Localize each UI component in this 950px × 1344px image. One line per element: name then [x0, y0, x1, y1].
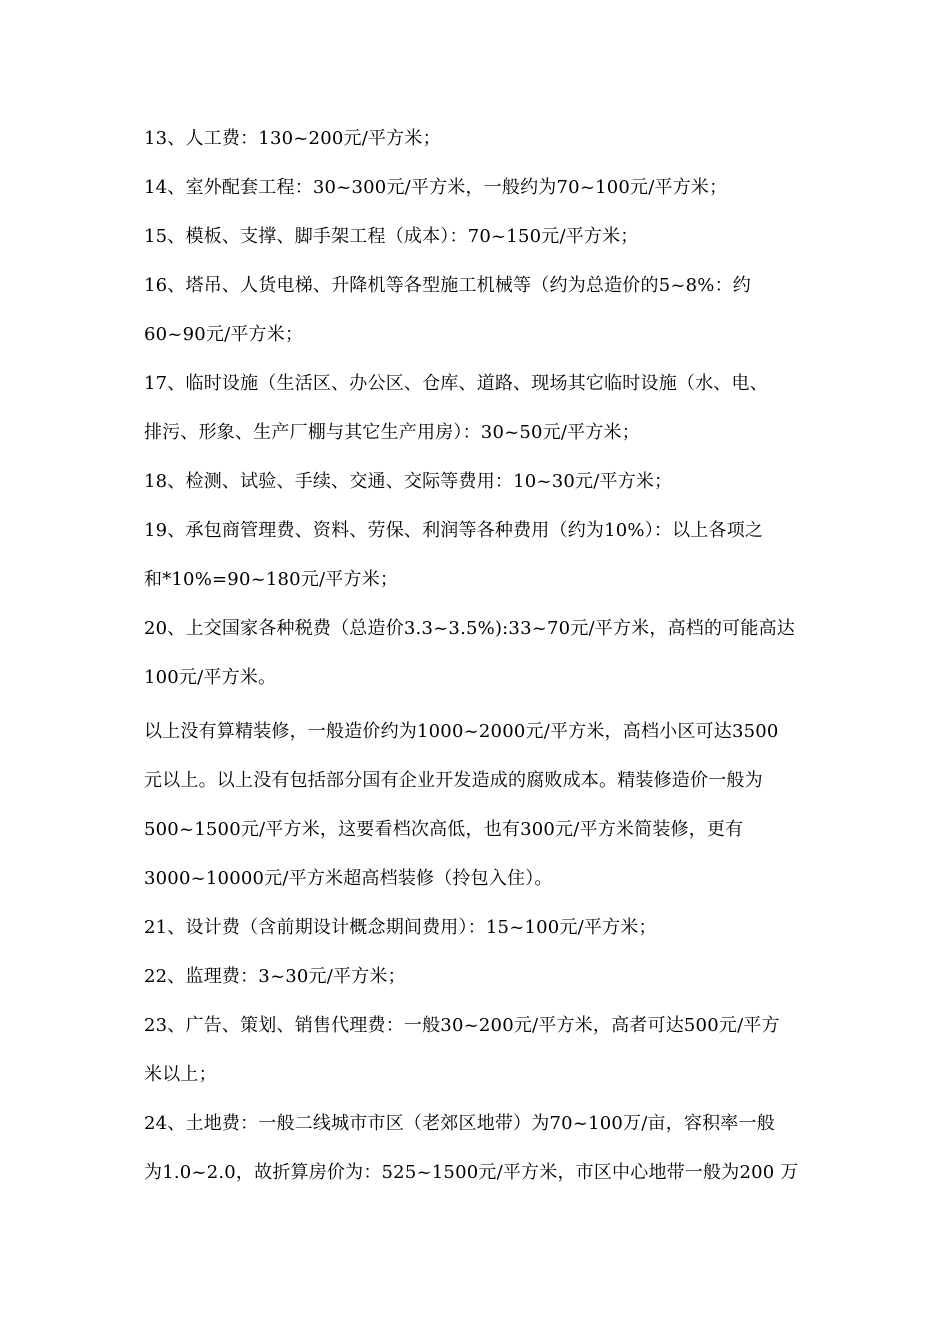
text-line: 米以上； — [144, 1064, 217, 1085]
text-line: 100元/平方米。 — [144, 667, 277, 688]
text-line: 19、承包商管理费、资料、劳保、利润等各种费用（约为10%）：以上各项之 — [144, 520, 764, 541]
text-line: 和*10%=90~180元/平方米； — [144, 569, 399, 590]
text-line: 3000~10000元/平方米超高档装修（拎包入住）。 — [144, 868, 553, 889]
text-line: 元以上。以上没有包括部分国有企业开发造成的腐败成本。精装修造价一般为 — [144, 770, 763, 791]
text-line: 17、临时设施（生活区、办公区、仓库、道路、现场其它临时设施（水、电、 — [144, 373, 768, 394]
text-line: 13、人工费：130~200元/平方米； — [144, 128, 441, 149]
text-line: 为1.0~2.0，故折算房价为：525~1500元/平方米，市区中心地带一般为200 万 — [144, 1162, 799, 1183]
text-line: 500~1500元/平方米，这要看档次高低，也有300元/平方米简装修，更有 — [144, 819, 744, 840]
text-line: 16、塔吊、人货电梯、升降机等各型施工机械等（约为总造价的5~8%：约 — [144, 275, 751, 296]
text-line: 20、上交国家各种税费（总造价3.3~3.5%):33~70元/平方米，高档的可能高达 — [144, 618, 795, 639]
text-line: 14、室外配套工程：30~300元/平方米，一般约为70~100元/平方米； — [144, 177, 728, 198]
text-line: 21、设计费（含前期设计概念期间费用）：15~100元/平方米； — [144, 917, 657, 938]
text-line: 15、模板、支撑、脚手架工程（成本）：70~150元/平方米； — [144, 226, 639, 247]
text-line: 60~90元/平方米； — [144, 324, 304, 345]
text-line: 24、土地费：一般二线城市市区（老郊区地带）为70~100万/亩，容积率一般 — [144, 1113, 775, 1134]
text-line: 以上没有算精装修，一般造价约为1000~2000元/平方米，高档小区可达3500 — [144, 721, 779, 742]
text-line: 22、监理费：3~30元/平方米； — [144, 966, 406, 987]
text-line: 23、广告、策划、销售代理费：一般30~200元/平方米，高者可达500元/平方 — [144, 1015, 780, 1036]
text-line: 18、检测、试验、手续、交通、交际等费用：10~30元/平方米； — [144, 471, 673, 492]
text-line: 排污、形象、生产厂棚与其它生产用房）：30~50元/平方米； — [144, 422, 640, 443]
